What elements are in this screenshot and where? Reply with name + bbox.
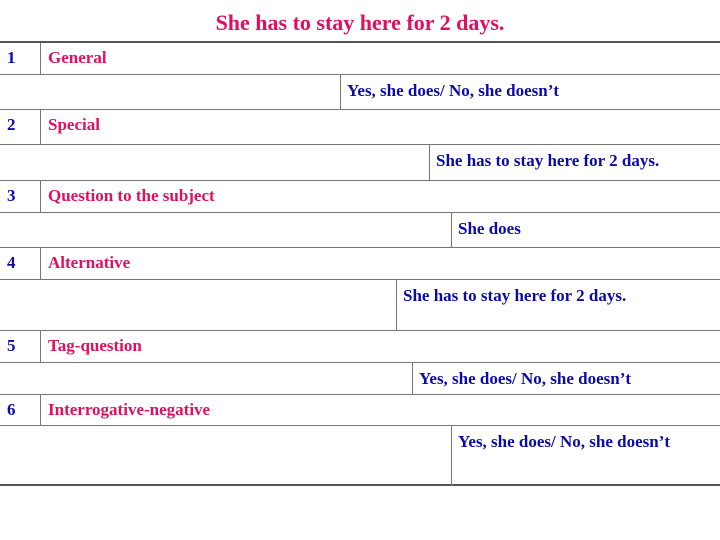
- answer-row: [0, 75, 720, 110]
- question-type: Special: [48, 115, 100, 134]
- row-number: 5: [0, 331, 41, 362]
- answer-row: [0, 280, 720, 331]
- question-type: Alternative: [48, 253, 131, 272]
- row-number: 1: [0, 43, 41, 74]
- question-type: Question to the subject: [48, 186, 215, 205]
- table-row: [0, 110, 720, 145]
- question-type: General: [48, 48, 107, 67]
- answer-cell: She has to stay here for 2 days.: [429, 145, 720, 180]
- table-row: [0, 181, 720, 213]
- answer-row: [0, 213, 720, 248]
- row-number: 2: [0, 110, 41, 144]
- answer-cell: Yes, she does/ No, she doesn’t: [412, 363, 720, 394]
- answer-cell: She does: [451, 213, 720, 247]
- page-title: She has to stay here for 2 days.: [215, 10, 505, 35]
- answer-cell: She has to stay here for 2 days.: [396, 280, 720, 330]
- answer-cell: Yes, she does/ No, she doesn’t: [340, 75, 720, 109]
- question-type: Tag-question: [48, 336, 142, 355]
- row-number: 3: [0, 181, 41, 212]
- answer-row: [0, 426, 720, 486]
- answer-row: [0, 363, 720, 395]
- question-table: [0, 41, 720, 486]
- row-number: 4: [0, 248, 41, 279]
- table-row: [0, 43, 720, 75]
- row-number: 6: [0, 395, 41, 425]
- table-row: [0, 395, 720, 426]
- question-type: Interrogative-negative: [48, 400, 211, 419]
- table-row: [0, 248, 720, 280]
- table-row: [0, 331, 720, 363]
- answer-row: [0, 145, 720, 181]
- answer-cell: Yes, she does/ No, she doesn’t: [451, 426, 720, 486]
